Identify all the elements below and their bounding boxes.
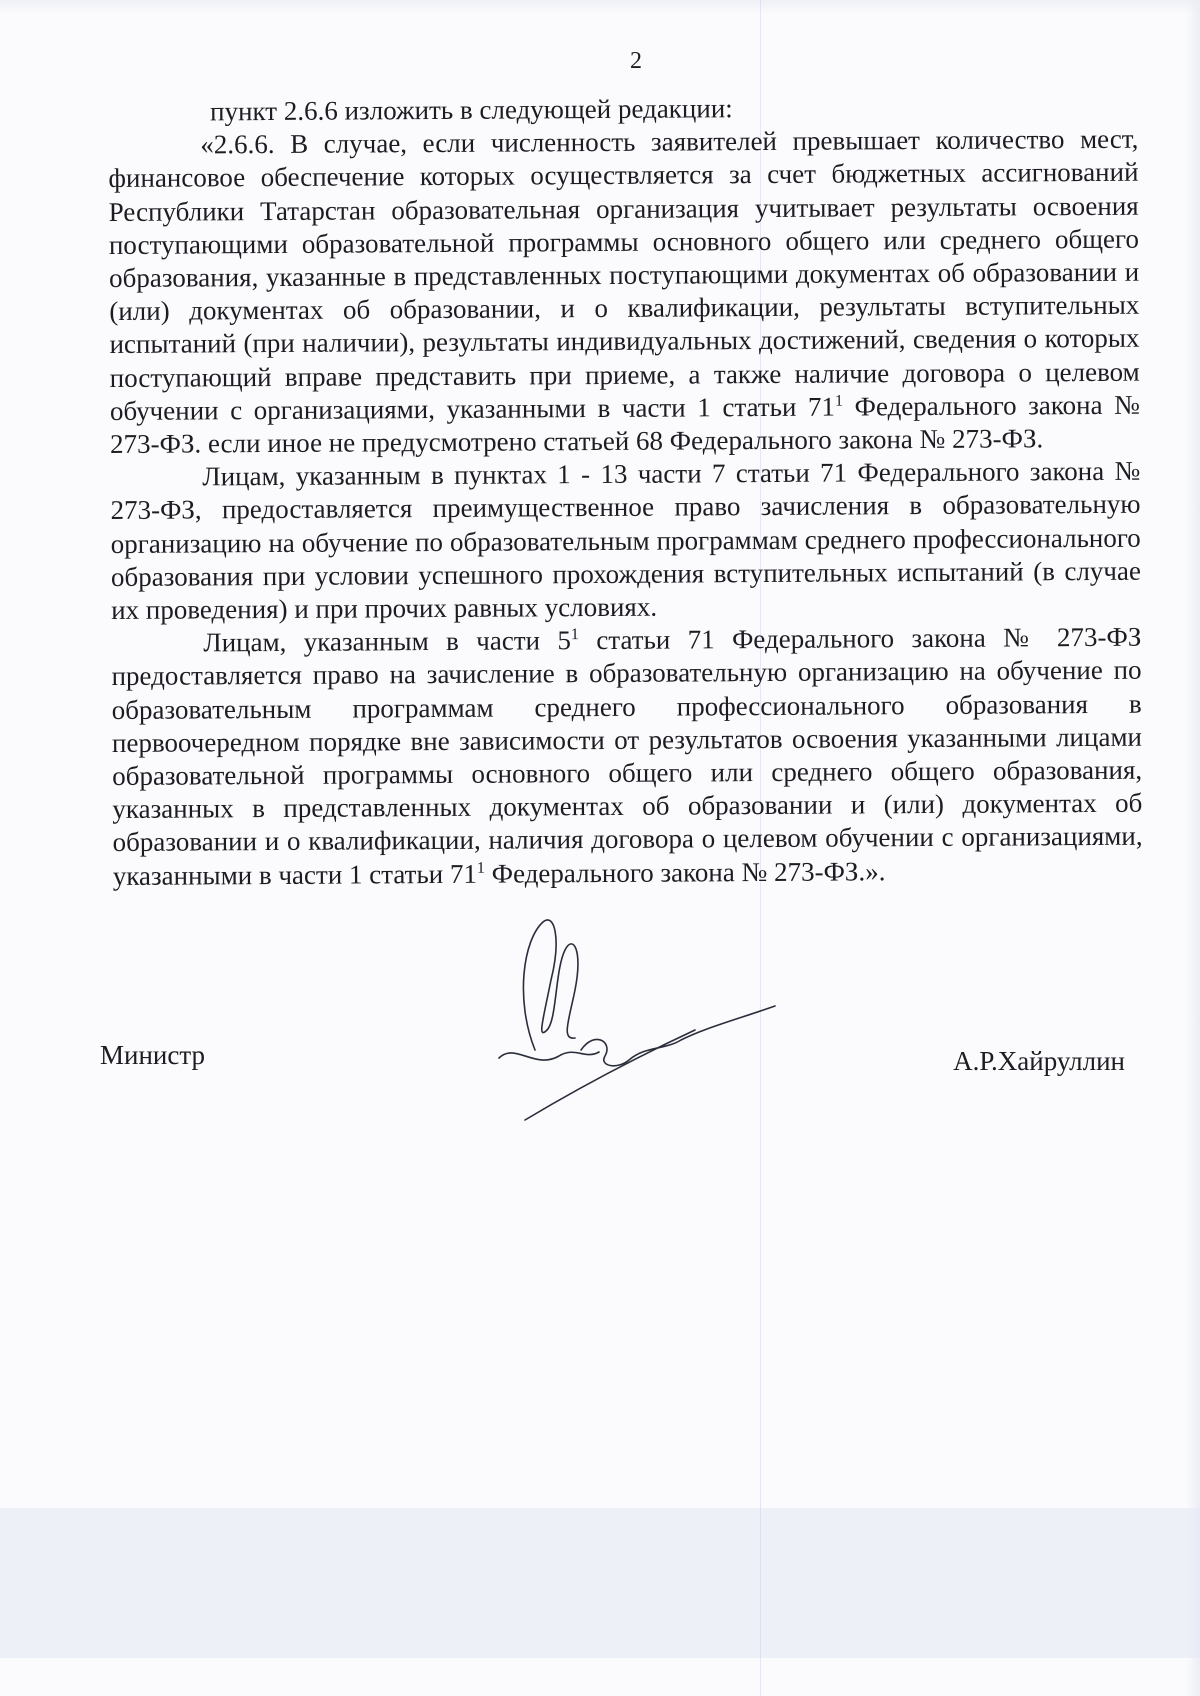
paragraph-priority-right-text: Лицам, указанным в пунктах 1 - 13 части 7 статьи 71 Федерального закона № 273-ФЗ, предоставляется преимущественное право зачисления в образовательную организацию на обучение по образовательным программам среднего профессионального образования при условии успешного прохождения вступительных испытаний (в случае их проведения) и при прочих равных условиях. bbox=[110, 455, 1142, 626]
superscript-footnote: 1 bbox=[570, 626, 579, 644]
signer-name: А.Р.Хайруллин bbox=[953, 1046, 1125, 1076]
handwritten-signature bbox=[495, 910, 795, 1130]
signature-block bbox=[100, 1038, 1125, 1076]
paragraph-2-6-6-text: «2.6.6. В случае, если численность заявителей превышает количество мест, финансовое обеспечение которых осуществляется за счет бюджетных ассигнований Республики Татарстан образовательная организация учитывает результаты освоения поступающими образовательной программы основного общего или среднего общего образования, указанные в представленных поступающими документах об образовании и (или) документах об образовании, и о квалификации, результаты вступительных испытаний (при наличии), результаты индивидуальных достижений, сведения о которых поступающий вправе представить при приеме, а также наличие договора о целевом обучении с организациями, указанными в части 1 статьи 71 bbox=[108, 123, 1140, 426]
superscript-footnote: 1 bbox=[476, 859, 485, 877]
scan-band-bottom bbox=[0, 1508, 1200, 1658]
signature-stroke-loop bbox=[523, 920, 578, 1050]
paragraph-2-6-6 bbox=[108, 123, 1140, 461]
paragraph-2-6-6-tail: Федерального закона № 273-ФЗ. если иное не предусмотрено статьей 68 Федерального закона № 273-ФЗ. bbox=[110, 389, 1140, 460]
document-body bbox=[108, 90, 1143, 893]
superscript-footnote: 1 bbox=[834, 392, 843, 410]
scan-edge-top bbox=[0, 0, 1200, 14]
paragraph-first-priority-text: Лицам, указанным в части 5 bbox=[203, 625, 572, 658]
paragraph-intro-text: пункт 2.6.6 изложить в следующей редакции: bbox=[210, 93, 733, 127]
paragraph-first-priority-tail: Федерального закона № 273-ФЗ.». bbox=[484, 855, 886, 889]
paragraph-first-priority-middle: статьи 71 Федерального закона № 273-ФЗ предоставляется право на зачисление в образовательную организацию на обучение по образовательным программам среднего профессионального образования в первоочередном порядке вне зависимости от результатов освоения указанными лицами образовательной программы основного общего или среднего общего образования, указанных в представленных документах об образовании и (или) документах об образовании и о квалификации, наличия договора о целевом обучении с организациями, указанными в части 1 статьи 71 bbox=[111, 621, 1143, 891]
signer-role: Министр bbox=[100, 1040, 205, 1070]
page-number: 2 bbox=[630, 48, 642, 74]
paragraph-priority-right bbox=[110, 455, 1141, 627]
scan-edge-right bbox=[1186, 0, 1200, 1696]
paragraph-first-priority bbox=[111, 621, 1143, 893]
